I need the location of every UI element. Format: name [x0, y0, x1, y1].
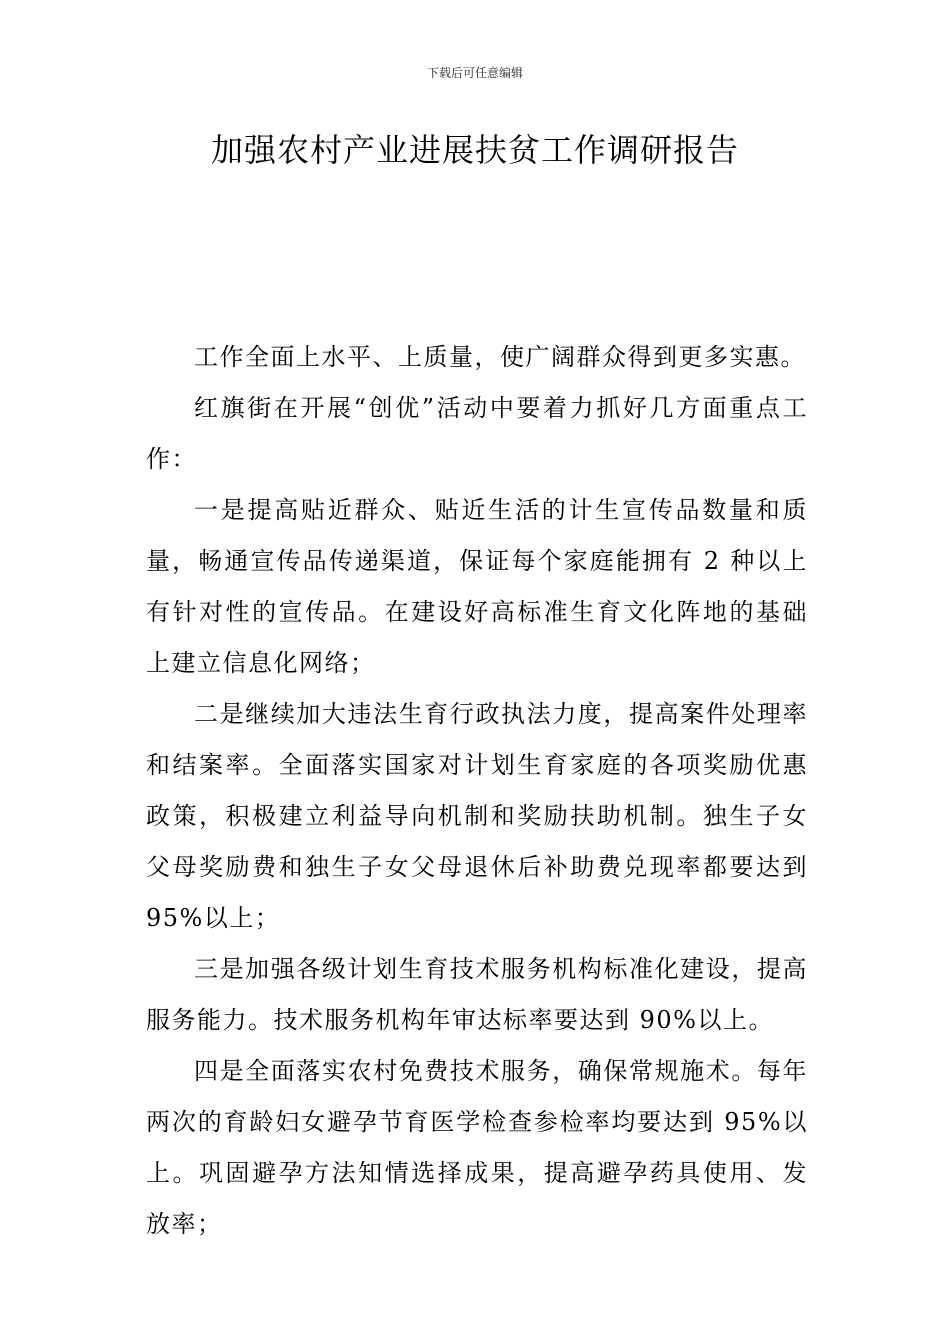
paragraph-1: 工作全面上水平、上质量，使广阔群众得到更多实惠。 [194, 343, 806, 371]
paragraph-5: 三是加强各级计划生育技术服务机构标准化建设，提高服务能力。技术服务机构年审达标率要达到 90%以上。 [146, 955, 808, 1034]
header-note: 下载后可任意编辑 [426, 66, 523, 80]
paragraph-3: 一是提高贴近群众、贴近生活的计生宣传品数量和质量，畅通宣传品传递渠道，保证每个家庭能拥有 2 种以上有针对性的宣传品。在建设好高标准生育文化阵地的基础上建立信息化网络； [146, 496, 808, 677]
paragraph-4: 二是继续加大违法生育行政执法力度，提高案件处理率和结案率。全面落实国家对计划生育家庭的各项奖励优惠政策，积极建立利益导向机制和奖励扶助机制。独生子女父母奖励费和独生子女父母退休后补助费兑现率都要达到 95%以上； [146, 700, 808, 932]
paragraph-2: 红旗街在开展“创优”活动中要着力抓好几方面重点工作： [146, 394, 808, 473]
document-title: 加强农村产业进展扶贫工作调研报告 [210, 131, 739, 169]
document-body [146, 332, 808, 1250]
paragraph-6: 四是全面落实农村免费技术服务，确保常规施术。每年两次的育龄妇女避孕节育医学检查参检率均要达到 95%以上。巩固避孕方法知情选择成果，提高避孕药具使用、发放率； [146, 1057, 808, 1238]
